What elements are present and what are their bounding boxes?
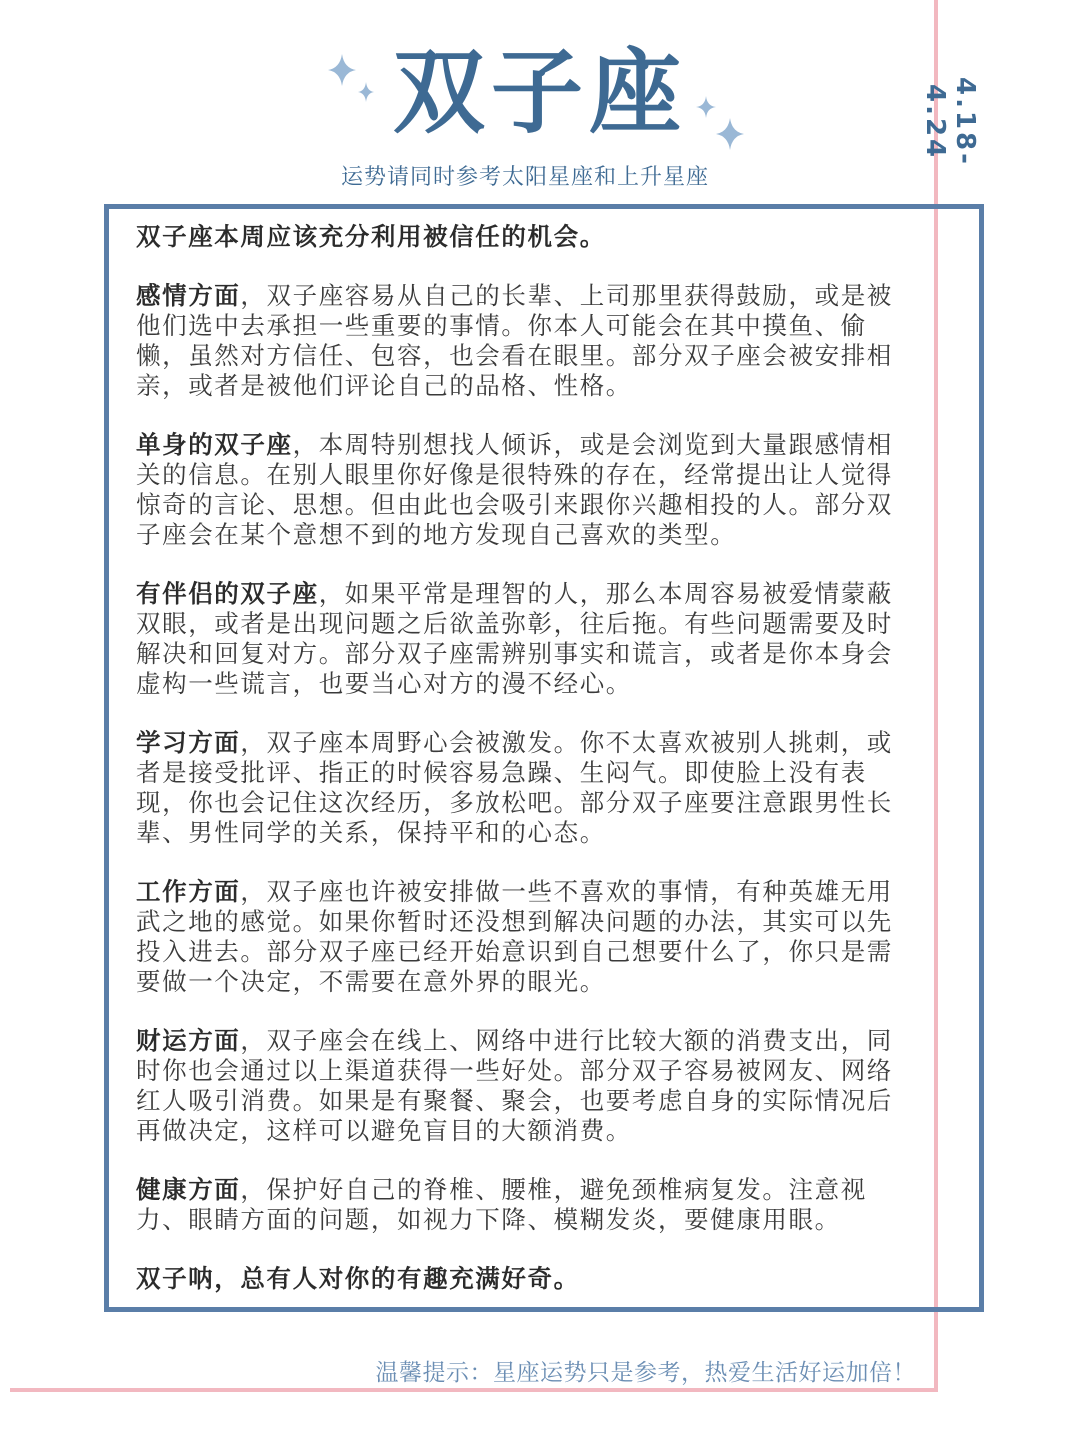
page-title: 双子座 bbox=[392, 39, 687, 146]
section-study bbox=[136, 728, 916, 848]
section-heading: 学习方面 bbox=[136, 728, 241, 757]
section-heading: 工作方面 bbox=[136, 877, 241, 906]
section-love bbox=[136, 281, 916, 401]
date-range: 4.18-4.24 bbox=[920, 77, 980, 167]
section-heading: 有伴侣的双子座 bbox=[136, 579, 319, 608]
intro-text: 双子座本周应该充分利用被信任的机会。 bbox=[136, 222, 606, 251]
footer-tip: 温馨提示：星座运势只是参考，热爱生活好运加倍！ bbox=[375, 1360, 916, 1386]
section-body: ，如果平常是理智的人，那么本周容易被爱情蒙蔽双眼，或者是出现问题之后欲盖弥彰，往后拖。有些问题需要及时解决和回复对方。部分双子座需辨别事实和谎言，或者是你本身会虚构一些谎言，也要当心对方的漫不经心。 bbox=[136, 579, 893, 698]
section-body: ，双子座会在线上、网络中进行比较大额的消费支出，同时你也会通过以上渠道获得一些好处。部分双子容易被网友、网络红人吸引消费。如果是有聚餐、聚会，也要考虑自身的实际情况后再做决定，这样可以避免盲目的大额消费。 bbox=[136, 1026, 893, 1145]
subtitle: 运势请同时参考太阳星座和上升星座 bbox=[340, 165, 709, 190]
section-body: ，保护好自己的脊椎、腰椎，避免颈椎病复发。注意视力、眼睛方面的问题，如视力下降、模糊发炎，要健康用眼。 bbox=[136, 1175, 867, 1234]
section-heading: 健康方面 bbox=[136, 1175, 241, 1204]
section-heading: 单身的双子座 bbox=[136, 430, 293, 459]
section-wealth bbox=[136, 1026, 916, 1146]
section-heading: 感情方面 bbox=[136, 281, 241, 310]
section-heading: 财运方面 bbox=[136, 1026, 241, 1055]
section-body: ，双子座容易从自己的长辈、上司那里获得鼓励，或是被他们选中去承担一些重要的事情。你本人可能会在其中摸鱼、偷懒，虽然对方信任、包容，也会看在眼里。部分双子座会被安排相亲，或者是被他们评论自己的品格、性格。 bbox=[136, 281, 893, 400]
closing-text: 双子呐，总有人对你的有趣充满好奇。 bbox=[136, 1264, 580, 1293]
section-body: ，双子座也许被安排做一些不喜欢的事情，有种英雄无用武之地的感觉。如果你暂时还没想到解决问题的办法，其实可以先投入进去。部分双子座已经开始意识到自己想要什么了，你只是需要做一个决定，不需要在意外界的眼光。 bbox=[136, 877, 893, 996]
horoscope-content bbox=[136, 222, 916, 1323]
section-health bbox=[136, 1175, 916, 1235]
section-body: ，双子座本周野心会被激发。你不太喜欢被别人挑刺，或者是接受批评、指正的时候容易急躁、生闷气。即使脸上没有表现，你也会记住这次经历，多放松吧。部分双子座要注意跟男性长辈、男性同学的关系，保持平和的心态。 bbox=[136, 728, 893, 847]
section-work bbox=[136, 877, 916, 997]
section-single bbox=[136, 430, 916, 550]
pink-horizontal-line bbox=[10, 1388, 938, 1392]
section-body: ，本周特别想找人倾诉，或是会浏览到大量跟感情相关的信息。在别人眼里你好像是很特殊的存在，经常提出让人觉得惊奇的言论、思想。但由此也会吸引来跟你兴趣相投的人。部分双子座会在某个意想不到的地方发现自己喜欢的类型。 bbox=[136, 430, 893, 549]
section-partnered bbox=[136, 579, 916, 699]
